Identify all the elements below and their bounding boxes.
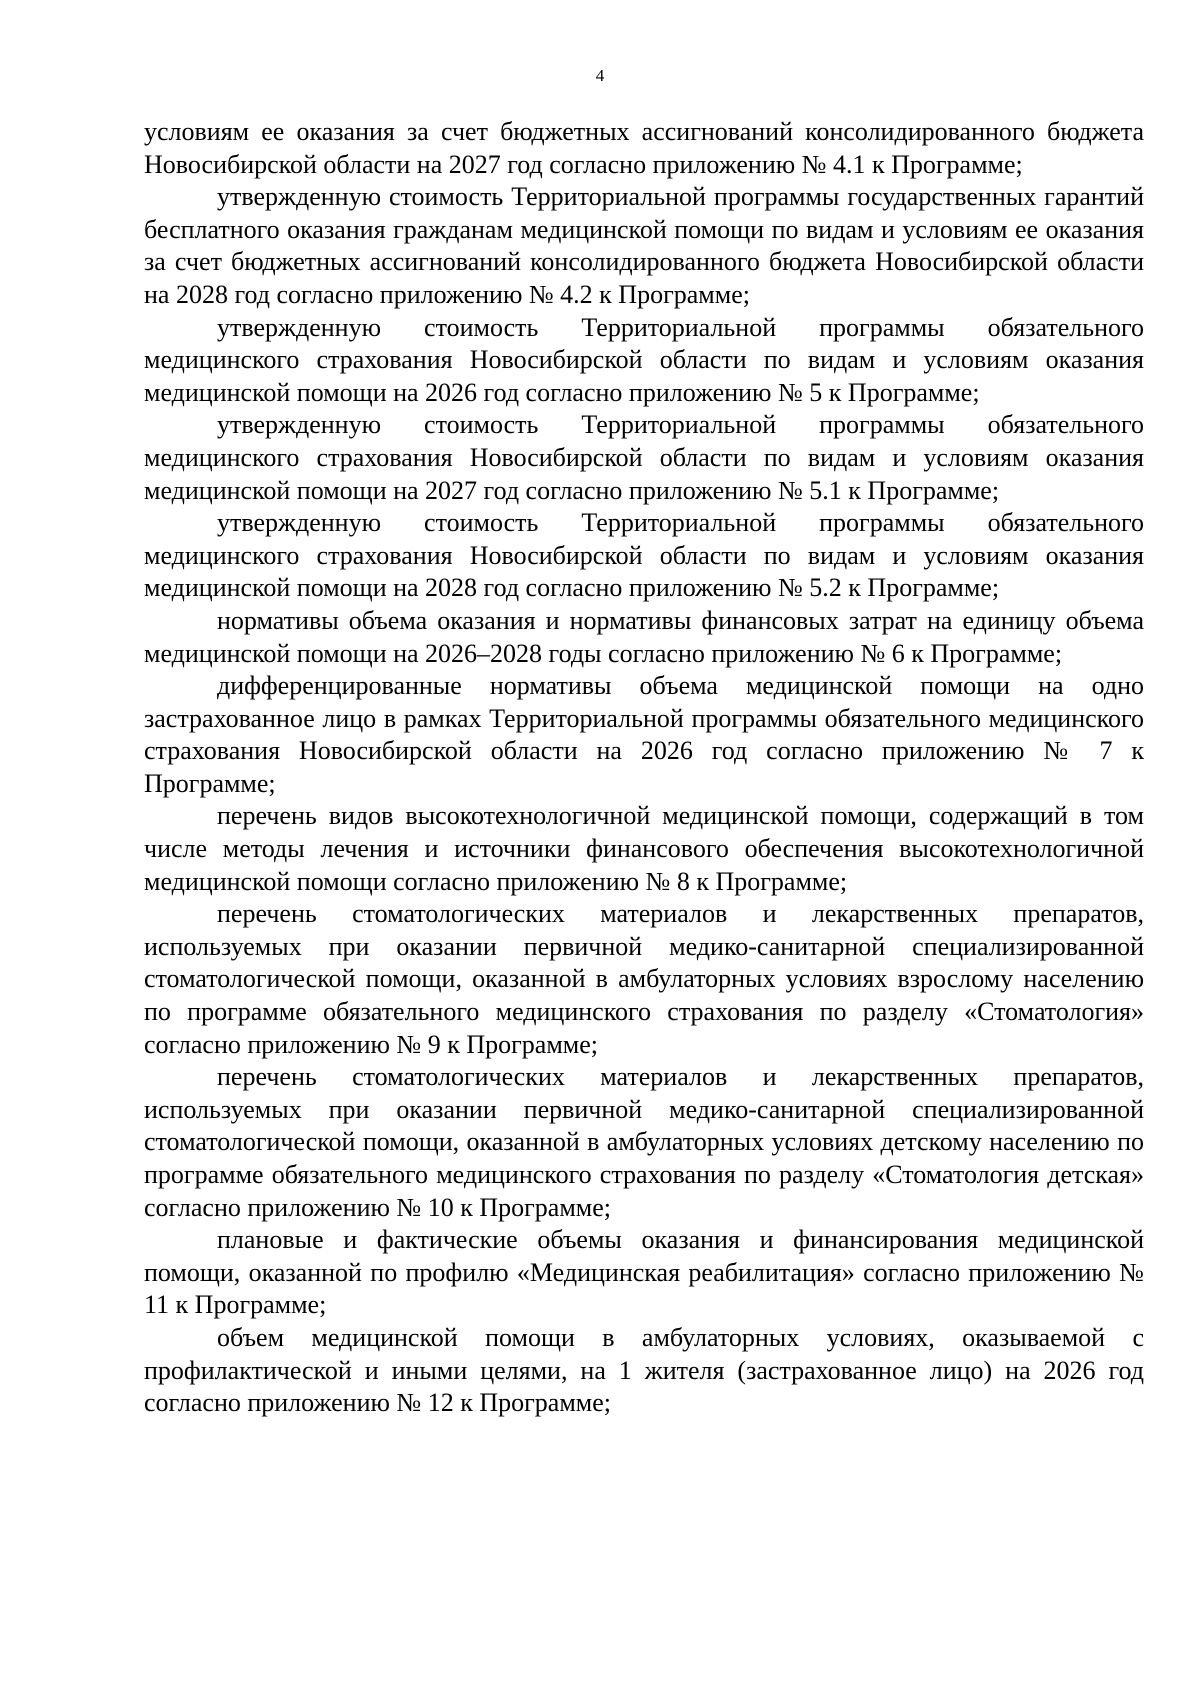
document-body xyxy=(144,116,1144,1420)
paragraph-item: перечень стоматологических материалов и лекарственных препаратов, используемых при оказании первичной медико-санитарной специализированной стоматологической помощи, оказанной в амбулаторных условиях взрослому населению по программе обязательного медицинского страхования по разделу «Стоматология» согласно приложению № 9 к Программе; xyxy=(144,899,1144,1059)
paragraph-item: плановые и фактические объемы оказания и финансирования медицинской помощи, оказанной по профилю «Медицинская реабилитация» согласно приложению № 11 к Программе; xyxy=(144,1225,1144,1320)
paragraph-item: перечень видов высокотехнологичной медицинской помощи, содержащий в том числе методы лечения и источники финансового обеспечения высокотехнологичной медицинской помощи согласно приложению № 8 к Программе; xyxy=(144,801,1144,896)
paragraph-item: утвержденную стоимость Территориальной программы обязательного медицинского страхования Новосибирской области по видам и условиям оказания медицинской помощи на 2026 год согласно приложению № 5 к Программе; xyxy=(144,312,1144,407)
paragraph-continuation: условиям ее оказания за счет бюджетных ассигнований консолидированного бюджета Новосибирской области на 2027 год согласно приложению № 4.1 к Программе; xyxy=(144,117,1144,179)
paragraph-item: утвержденную стоимость Территориальной программы обязательного медицинского страхования Новосибирской области по видам и условиям оказания медицинской помощи на 2028 год согласно приложению № 5.2 к Программе; xyxy=(144,508,1144,603)
paragraph-item: утвержденную стоимость Территориальной программы обязательного медицинского страхования Новосибирской области по видам и условиям оказания медицинской помощи на 2027 год согласно приложению № 5.1 к Программе; xyxy=(144,410,1144,505)
paragraph-item: нормативы объема оказания и нормативы финансовых затрат на единицу объема медицинской помощи на 2026–2028 годы согласно приложению № 6 к Программе; xyxy=(144,605,1144,668)
paragraph-item: объем медицинской помощи в амбулаторных условиях, оказываемой с профилактической и иными целями, на 1 жителя (застрахованное лицо) на 2026 год согласно приложению № 12 к Программе; xyxy=(144,1322,1144,1418)
paragraph-item: утвержденную стоимость Территориальной программы государственных гарантий бесплатного оказания гражданам медицинской помощи по видам и условиям ее оказания за счет бюджетных ассигнований консолидированного бюджета Новосибирской области на 2028 год согласно приложению № 4.2 к Программе; xyxy=(144,182,1144,309)
page-number: 4 xyxy=(595,66,605,85)
paragraph-item: дифференцированные нормативы объема медицинской помощи на одно застрахованное лицо в рамках Территориальной программы обязательного медицинского страхования Новосибирской области на 2026 год согласно приложению № 7 к Программе; xyxy=(144,671,1144,798)
paragraph-item: перечень стоматологических материалов и лекарственных препаратов, используемых при оказании первичной медико-санитарной специализированной стоматологической помощи, оказанной в амбулаторных условиях детскому населению по программе обязательного медицинского страхования по разделу «Стоматология детская» согласно приложению № 10 к Программе; xyxy=(144,1062,1144,1222)
